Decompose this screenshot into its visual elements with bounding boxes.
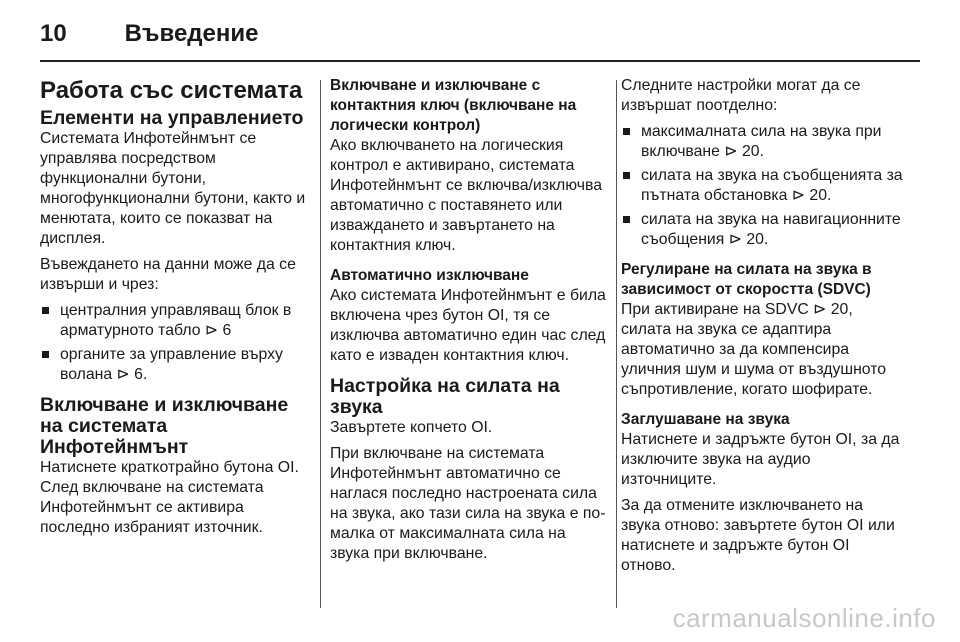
- paragraph: Въвеждането на данни може да се извърши и чрез:: [40, 256, 296, 293]
- paragraph: Ако включването на логическия контрол е активирано, системата Инфотейнмънт се включва/изключва автоматично с поставянето или изваждането и завъртането на контактния ключ.: [330, 137, 602, 254]
- section-heading-controls: Елементи на управлението: [40, 107, 304, 129]
- list-item: силата на звука на съобщенията за пътната обстановка ⊳ 20.: [621, 166, 904, 206]
- section-heading-power: Включване и изключване на системата Инфотейнмънт: [40, 394, 289, 458]
- column-divider-2: [616, 80, 617, 608]
- page-number: 10: [40, 20, 67, 47]
- paragraph: Завъртете копчето OI.: [330, 419, 493, 436]
- bullet-list: [621, 122, 904, 250]
- section-title: Въведение: [124, 20, 259, 47]
- subheading-mute: Заглушаване на звука: [621, 411, 790, 428]
- column-3: [621, 76, 904, 582]
- column-1: [40, 76, 308, 544]
- subheading-auto-off: Автоматично изключване: [330, 267, 529, 284]
- watermark: carmanualsonline.info: [672, 603, 936, 633]
- header-rule: [40, 60, 920, 62]
- chapter-title: Работа със системата: [40, 77, 303, 104]
- list-item: силата на звука на навигационните съобщения ⊳ 20.: [621, 210, 904, 250]
- paragraph: За да отмените изключването на звука отново: завъртете бутон OI или натиснете и задръжте бутон OI отново.: [621, 497, 895, 574]
- page-header: [40, 20, 258, 48]
- paragraph: Натиснете краткотрайно бутона OI. След включване на системата Инфотейнмънт се активира последно избраният източник.: [40, 459, 299, 536]
- paragraph: При активиране на SDVC ⊳ 20, силата на звука се адаптира автоматично за да компенсира уличния шум и шума от въздушното съпротивление, когато шофирате.: [621, 301, 887, 398]
- subheading-sdvc: Регулиране на силата на звука в зависимост от скоростта (SDVC): [621, 261, 872, 298]
- section-heading-volume: Настройка на силата на звука: [330, 375, 560, 418]
- paragraph: Ако системата Инфотейнмънт е била включена чрез бутон OI, тя се изключва автоматично един час след като е изваден контактния ключ.: [330, 287, 606, 364]
- paragraph: При включване на системата Инфотейнмънт автоматично се наглася последно настроената сила на звука, ако тази сила на звука е по-малка от максималната сила на звука при включване.: [330, 445, 606, 562]
- subheading-ignition: Включване и изключване с контактния ключ (включване на логически контрол): [330, 77, 577, 134]
- column-2: [330, 76, 606, 570]
- list-item: централния управляващ блок в арматурното табло ⊳ 6: [40, 301, 308, 341]
- paragraph: Следните настройки могат да се извършат поотделно:: [621, 77, 861, 114]
- list-item: максималната сила на звука при включване ⊳ 20.: [621, 122, 904, 162]
- paragraph: Системата Инфотейнмънт се управлява посредством функционални бутони, многофункционални бутони, както и менютата, които се показват на дисплея.: [40, 130, 306, 247]
- paragraph: Натиснете и задръжте бутон OI, за да изключите звука на аудио източниците.: [621, 431, 900, 488]
- bullet-list: [40, 301, 308, 385]
- column-divider-1: [320, 80, 321, 608]
- list-item: органите за управление върху волана ⊳ 6.: [40, 345, 308, 385]
